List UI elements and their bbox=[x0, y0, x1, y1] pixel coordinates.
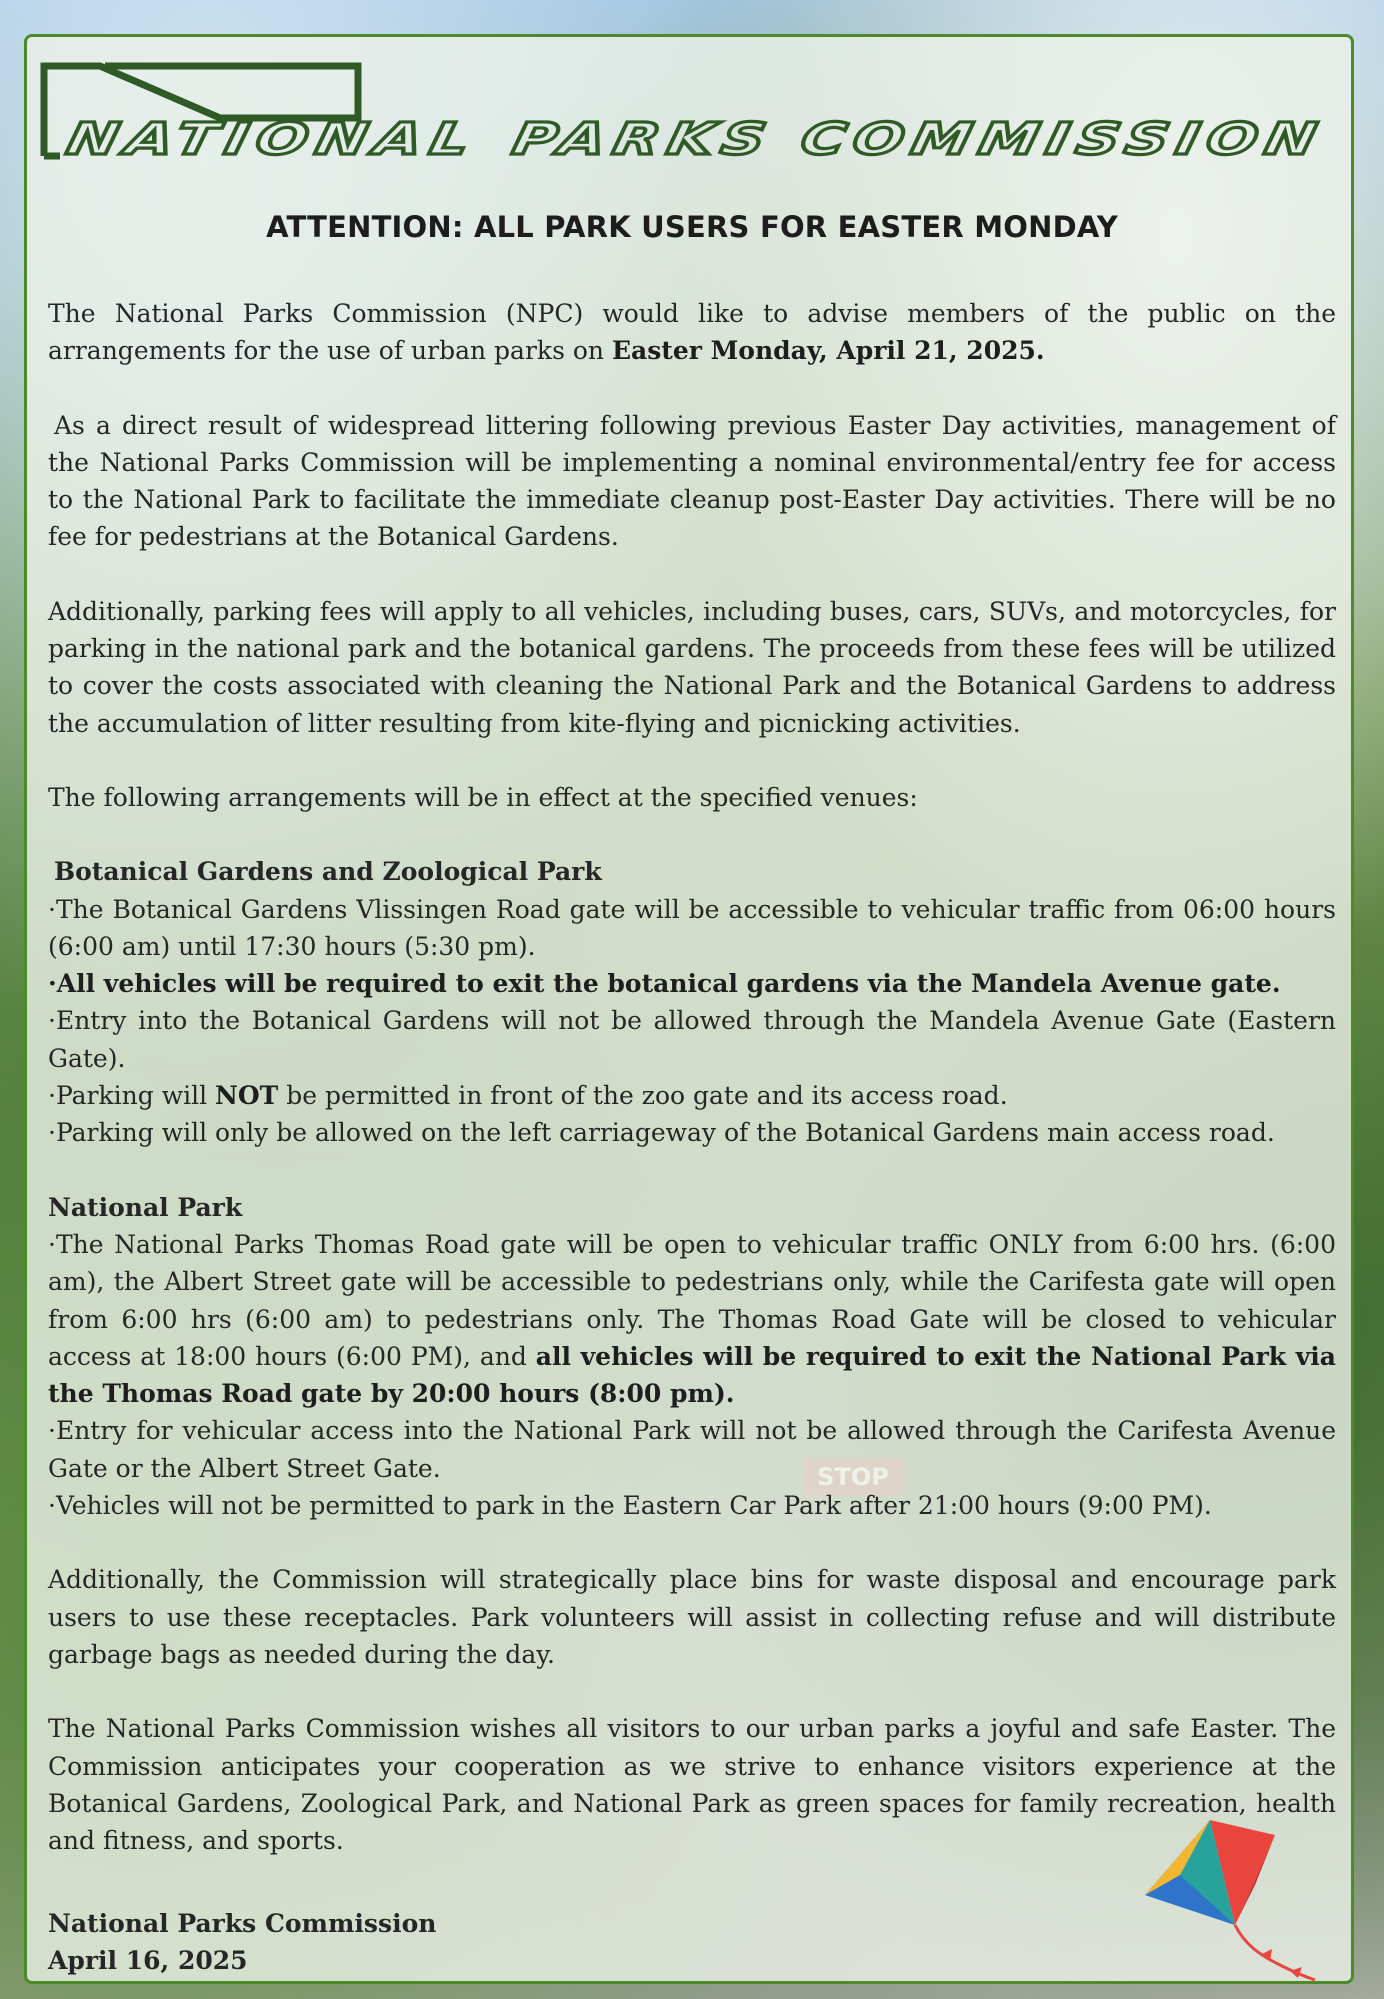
parking-fees-paragraph: Additionally, parking fees will apply to all vehicles, including buses, cars, SUVs, and motorcycles, for parking in the national park and the botanical gardens. The proceeds from these fees will be utilized to cover the costs associated with cleaning the National Park and the Botanical Gardens to address the accumulation of litter resulting from kite-flying and picnicking activities. bbox=[48, 596, 1336, 738]
bins-paragraph: Additionally, the Commission will strategically place bins for waste disposal and encourage park users to use these receptacles. Park volunteers will assist in collecting refuse and will distribute garbage bags as needed during the day. bbox=[48, 1565, 1336, 1669]
national-park-item: ·Entry for vehicular access into the National Park will not be allowed through the Carifesta Avenue Gate or the Albert Street Gate. bbox=[48, 1416, 1336, 1483]
notice-body bbox=[48, 295, 1336, 1896]
national-park-item: ·Vehicles will not be permitted to park in the Eastern Car Park after 21:00 hours (9:00 PM). bbox=[48, 1491, 1212, 1521]
signature-date: April 16, 2025 bbox=[48, 1946, 248, 1975]
intro-paragraph: The National Parks Commission (NPC) would like to advise members of the public on the arrangements for the use of urban parks on Easter Monday, April 21, 2025. bbox=[48, 299, 1336, 366]
botanical-section bbox=[48, 853, 1336, 1151]
signature-block bbox=[48, 1905, 436, 1979]
logo-word-parks-commission: PARKS COMMISSION bbox=[508, 114, 1119, 165]
closing-paragraph: The National Parks Commission wishes all visitors to our urban parks a joyful and safe Easter. The Commission anticipates your cooperation as we strive to enhance visitors experience at the Botanical Gardens, Zoological Park, and National Park as green spaces for family recreation, health and fitness, and sports. bbox=[48, 1714, 1336, 1856]
notice-title: ATTENTION: ALL PARK USERS FOR EASTER MONDAY bbox=[266, 210, 1118, 244]
botanical-heading: Botanical Gardens and Zoological Park bbox=[54, 857, 602, 887]
npc-logo bbox=[40, 62, 1350, 182]
signature-org: National Parks Commission bbox=[48, 1909, 437, 1938]
botanical-item: ·Parking will NOT be permitted in front of the zoo gate and its access road. bbox=[48, 1081, 1008, 1111]
kite-icon bbox=[1140, 1815, 1320, 1995]
national-park-item: ·The National Parks Thomas Road gate will be open to vehicular traffic ONLY from 6:00 hrs. (6:00 am), the Albert Street gate will be accessible to pedestrians only, while the Carifesta gate will open from 6:00 hrs (6:00 am) to pedestrians only. The Thomas Road Gate will be closed to vehicular access at 18:00 hours (6:00 PM), and all vehicles will be required to exit the National Park via the Thomas Road gate by 20:00 hours (8:00 pm). bbox=[48, 1229, 1336, 1409]
littering-paragraph: As a direct result of widespread littering following previous Easter Day activities, management of the National Parks Commission will be implementing a nominal environmental/entry fee for access to the National Park to facilitate the immediate cleanup post-Easter Day activities. There will be no fee for pedestrians at the Botanical Gardens. bbox=[48, 410, 1336, 552]
botanical-item: ·Entry into the Botanical Gardens will not be allowed through the Mandela Avenue Gate (Eastern Gate). bbox=[48, 1006, 1336, 1073]
arrangements-intro: The following arrangements will be in effect at the specified venues: bbox=[48, 782, 918, 812]
logo-word-national: NATIONAL bbox=[62, 114, 371, 165]
national-park-section bbox=[48, 1189, 1336, 1525]
national-park-heading: National Park bbox=[48, 1192, 243, 1222]
botanical-item: ·The Botanical Gardens Vlissingen Road gate will be accessible to vehicular traffic from 06:00 hours (6:00 am) until 17:30 hours (5:30 pm). bbox=[48, 894, 1336, 961]
botanical-item: ·All vehicles will be required to exit the botanical gardens via the Mandela Avenue gate. bbox=[48, 969, 1281, 999]
event-date: Easter Monday, April 21, 2025. bbox=[611, 336, 1045, 366]
botanical-item: ·Parking will only be allowed on the left carriageway of the Botanical Gardens main access road. bbox=[48, 1118, 1275, 1148]
